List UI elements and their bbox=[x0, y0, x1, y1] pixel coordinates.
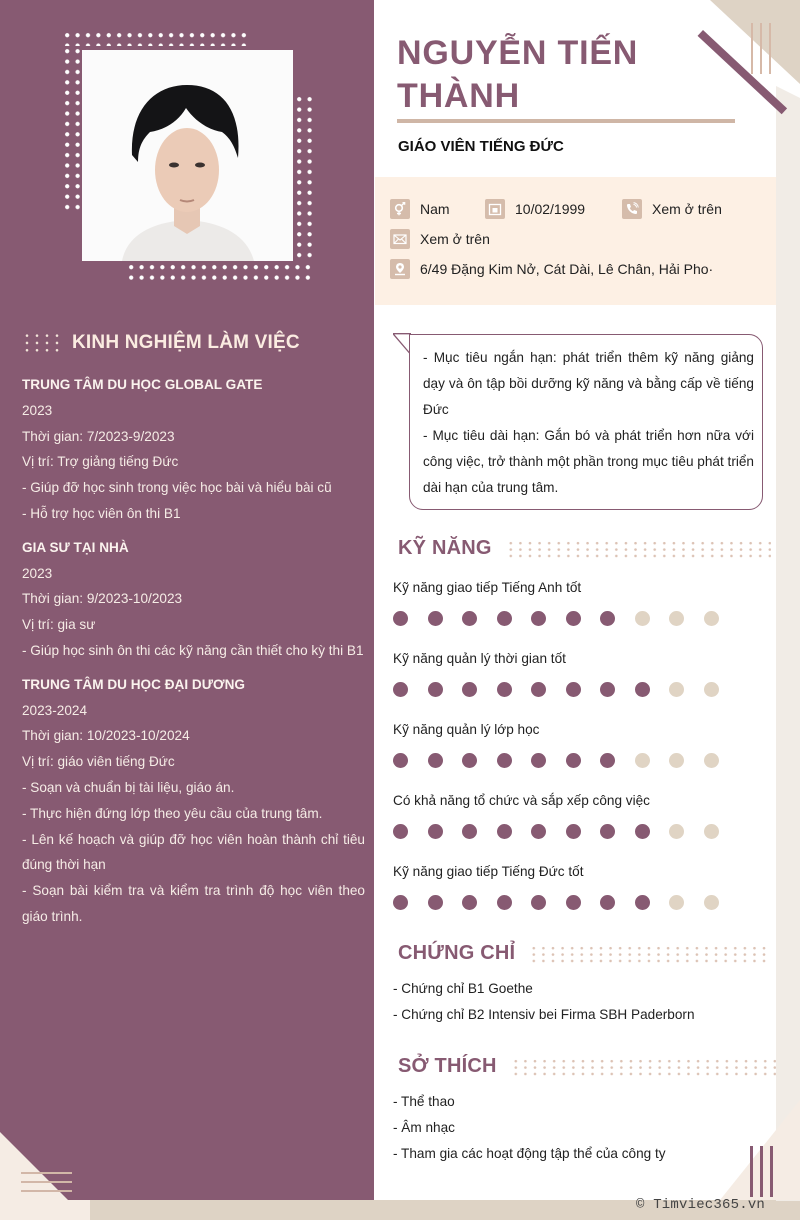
hobby-item: - Thể thao bbox=[393, 1094, 455, 1109]
certificate-item: - Chứng chỉ B1 Goethe bbox=[393, 981, 533, 996]
job-detail: - Soạn bài kiểm tra và kiểm tra trình độ học viên theo giáo trình. bbox=[22, 883, 365, 924]
job-detail: - Soạn và chuẩn bị tài liệu, giáo án. bbox=[22, 779, 235, 795]
rating-dot-filled bbox=[393, 753, 408, 768]
rating-dot-filled bbox=[393, 824, 408, 839]
rating-dot-filled bbox=[531, 753, 546, 768]
rating-dot-filled bbox=[566, 682, 581, 697]
gender-value: Nam bbox=[420, 201, 450, 217]
job-position: Vị trí: giáo viên tiếng Đức bbox=[22, 754, 175, 770]
rating-dot-filled bbox=[428, 895, 443, 910]
company-name: TRUNG TÂM DU HỌC ĐẠI DƯƠNG bbox=[22, 676, 245, 692]
skills-heading bbox=[398, 537, 771, 560]
job-time: Thời gian: 7/2023-9/2023 bbox=[22, 428, 175, 444]
certificates-heading bbox=[398, 942, 769, 965]
rating-dot-filled bbox=[497, 753, 512, 768]
location-icon bbox=[390, 259, 410, 279]
decorative-dots bbox=[126, 262, 314, 282]
rating-dot-filled bbox=[635, 682, 650, 697]
objective-line: - Mục tiêu ngắn hạn: phát triển thêm kỹ năng giảng dạy và ôn tập bồi dưỡng kỹ năng và bằng cấp về tiếng Đức bbox=[423, 350, 754, 417]
rating-dot-filled bbox=[600, 824, 615, 839]
decorative-dots bbox=[62, 46, 82, 214]
candidate-name-line: NGUYỄN TIẾN bbox=[397, 34, 639, 72]
rating-dot-filled bbox=[393, 682, 408, 697]
rating-dot-empty bbox=[704, 895, 719, 910]
rating-dot-empty bbox=[635, 753, 650, 768]
heading-dots bbox=[506, 540, 771, 558]
hobby-item: - Âm nhạc bbox=[393, 1120, 455, 1135]
rating-dot-filled bbox=[462, 895, 477, 910]
rating-dot-filled bbox=[462, 824, 477, 839]
career-objective-text bbox=[423, 345, 754, 501]
rating-dot-filled bbox=[531, 611, 546, 626]
address-value: 6/49 Đặng Kim Nở, Cát Dài, Lê Chân, Hải Pho· bbox=[420, 261, 714, 277]
objective-line: - Mục tiêu dài hạn: Gắn bó và phát triển hơn nữa với công việc, trở thành một phần trong mục tiêu phát triển dài hạn của trung tâm. bbox=[423, 428, 754, 495]
hobby-item: - Tham gia các hoạt động tập thể của công ty bbox=[393, 1146, 666, 1161]
name-divider bbox=[397, 119, 735, 123]
heading-dots bbox=[22, 332, 64, 354]
company-name: GIA SƯ TẠI NHÀ bbox=[22, 539, 129, 555]
job-position: Vị trí: gia sư bbox=[22, 617, 96, 633]
rating-dot-filled bbox=[497, 895, 512, 910]
skill-rating bbox=[393, 824, 719, 839]
rating-dot-filled bbox=[428, 824, 443, 839]
address-row bbox=[390, 259, 713, 279]
skill-rating bbox=[393, 682, 719, 697]
avatar-portrait-icon bbox=[82, 50, 293, 261]
decorative-right-strip bbox=[776, 86, 800, 98]
job-year: 2023-2024 bbox=[22, 702, 88, 718]
hobbies-list bbox=[393, 1089, 666, 1167]
watermark: © Timviec365.vn bbox=[636, 1197, 766, 1213]
job-year: 2023 bbox=[22, 402, 53, 418]
candidate-name-line: THÀNH bbox=[397, 77, 520, 115]
birthday-value: 10/02/1999 bbox=[515, 201, 586, 217]
hobbies-heading-text: SỞ THÍCH bbox=[398, 1055, 497, 1077]
decorative-bottom-band bbox=[0, 1200, 90, 1220]
skill-rating bbox=[393, 611, 719, 626]
certificates-heading-text: CHỨNG CHỈ bbox=[398, 942, 516, 964]
job-time: Thời gian: 9/2023-10/2023 bbox=[22, 591, 183, 607]
rating-dot-filled bbox=[600, 611, 615, 626]
rating-dot-filled bbox=[635, 895, 650, 910]
mail-icon bbox=[390, 229, 410, 249]
phone-icon bbox=[622, 199, 642, 219]
decorative-lines bbox=[751, 23, 771, 74]
experience-item bbox=[22, 672, 365, 930]
skill-label: Kỹ năng giao tiếp Tiếng Đức tốt bbox=[393, 864, 584, 879]
heading-dots bbox=[511, 1058, 776, 1076]
decorative-lines bbox=[21, 1172, 72, 1199]
rating-dot-filled bbox=[531, 895, 546, 910]
calendar-icon bbox=[485, 199, 505, 219]
skill-rating bbox=[393, 895, 719, 910]
contact-info bbox=[375, 177, 776, 305]
profile-photo bbox=[82, 50, 293, 261]
job-title: GIÁO VIÊN TIẾNG ĐỨC bbox=[398, 138, 564, 155]
job-detail: - Giúp học sinh ôn thi các kỹ năng cần thiết cho kỳ thi B1 bbox=[22, 642, 364, 658]
job-detail: - Giúp đỡ học sinh trong việc học bài và hiểu bài cũ bbox=[22, 480, 332, 496]
rating-dot-empty bbox=[704, 611, 719, 626]
rating-dot-filled bbox=[428, 682, 443, 697]
rating-dot-filled bbox=[497, 682, 512, 697]
company-name: TRUNG TÂM DU HỌC GLOBAL GATE bbox=[22, 377, 263, 392]
rating-dot-filled bbox=[462, 682, 477, 697]
phone-value: Xem ở trên bbox=[652, 201, 722, 217]
rating-dot-empty bbox=[669, 824, 684, 839]
email-value: Xem ở trên bbox=[420, 231, 490, 247]
phone-row bbox=[622, 199, 722, 219]
decorative-right-strip bbox=[776, 86, 800, 1201]
rating-dot-filled bbox=[635, 824, 650, 839]
rating-dot-filled bbox=[600, 753, 615, 768]
rating-dot-empty bbox=[704, 682, 719, 697]
experience-list bbox=[22, 372, 365, 930]
experience-item bbox=[22, 535, 365, 664]
rating-dot-filled bbox=[600, 895, 615, 910]
decorative-dots bbox=[294, 94, 314, 262]
certificate-item: - Chứng chỉ B2 Intensiv bei Firma SBH Paderborn bbox=[393, 1007, 695, 1022]
email-row bbox=[390, 229, 490, 249]
rating-dot-filled bbox=[497, 824, 512, 839]
rating-dot-filled bbox=[462, 611, 477, 626]
rating-dot-filled bbox=[531, 682, 546, 697]
rating-dot-empty bbox=[635, 611, 650, 626]
job-time: Thời gian: 10/2023-10/2024 bbox=[22, 728, 190, 744]
hobbies-heading bbox=[398, 1055, 776, 1078]
birthday-row bbox=[485, 199, 585, 219]
rating-dot-filled bbox=[462, 753, 477, 768]
rating-dot-empty bbox=[704, 753, 719, 768]
rating-dot-filled bbox=[428, 753, 443, 768]
job-detail: - Thực hiện đứng lớp theo yêu cầu của trung tâm. bbox=[22, 805, 323, 821]
job-detail: - Hỗ trợ học viên ôn thi B1 bbox=[22, 505, 181, 521]
heading-dots bbox=[529, 945, 769, 963]
decorative-lines bbox=[750, 1146, 773, 1197]
skill-rating bbox=[393, 753, 719, 768]
gender-icon bbox=[390, 199, 410, 219]
rating-dot-filled bbox=[566, 824, 581, 839]
skills-heading-text: KỸ NĂNG bbox=[398, 537, 492, 559]
job-position: Vị trí: Trợ giảng tiếng Đức bbox=[22, 454, 179, 470]
rating-dot-empty bbox=[669, 753, 684, 768]
rating-dot-filled bbox=[393, 895, 408, 910]
skill-label: Kỹ năng quản lý thời gian tốt bbox=[393, 651, 566, 666]
candidate-name bbox=[397, 32, 727, 118]
experience-item bbox=[22, 372, 365, 527]
rating-dot-empty bbox=[669, 895, 684, 910]
rating-dot-filled bbox=[428, 611, 443, 626]
rating-dot-filled bbox=[393, 611, 408, 626]
skill-label: Kỹ năng giao tiếp Tiếng Anh tốt bbox=[393, 580, 582, 595]
certificates-list bbox=[393, 976, 695, 1028]
gender-row bbox=[390, 199, 450, 219]
rating-dot-filled bbox=[566, 611, 581, 626]
job-year: 2023 bbox=[22, 565, 53, 581]
sidebar bbox=[0, 0, 374, 1220]
rating-dot-empty bbox=[704, 824, 719, 839]
rating-dot-filled bbox=[600, 682, 615, 697]
job-detail: - Lên kế hoạch và giúp đỡ học viên hoàn thành chỉ tiêu đúng thời hạn bbox=[22, 831, 365, 873]
skill-label: Có khả năng tổ chức và sắp xếp công việc bbox=[393, 793, 650, 808]
rating-dot-empty bbox=[669, 611, 684, 626]
skill-label: Kỹ năng quản lý lớp học bbox=[393, 722, 540, 737]
rating-dot-filled bbox=[566, 753, 581, 768]
experience-heading-text: KINH NGHIỆM LÀM VIỆC bbox=[72, 332, 300, 353]
decorative-dots bbox=[62, 30, 248, 46]
rating-dot-filled bbox=[566, 895, 581, 910]
rating-dot-empty bbox=[669, 682, 684, 697]
rating-dot-filled bbox=[497, 611, 512, 626]
rating-dot-filled bbox=[531, 824, 546, 839]
experience-heading bbox=[22, 332, 300, 354]
